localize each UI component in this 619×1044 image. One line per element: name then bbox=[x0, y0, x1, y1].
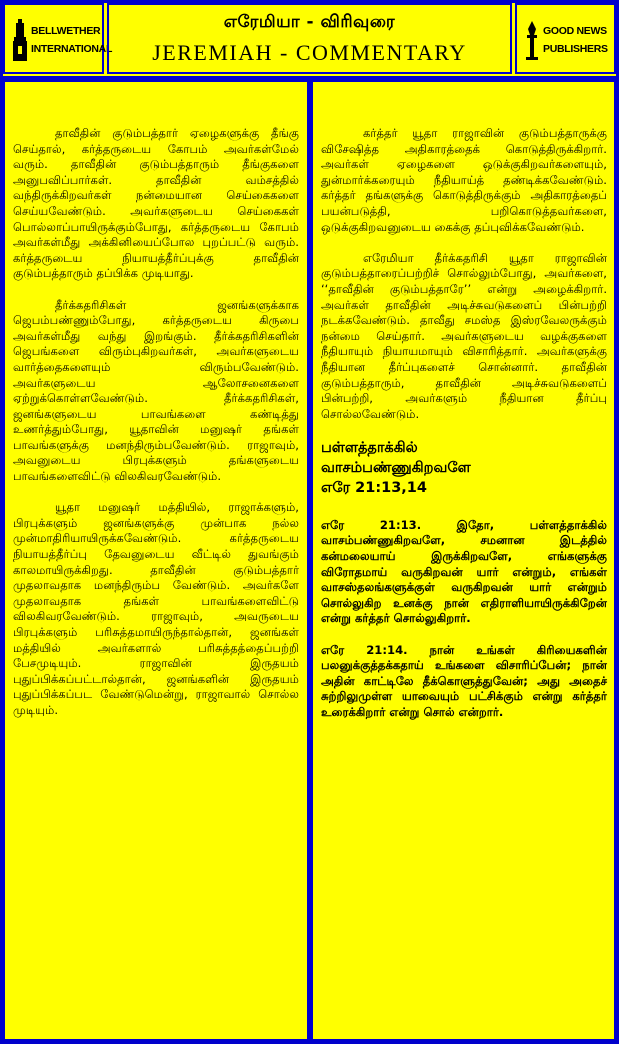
section-heading-line-3: எரே 21:13,14 bbox=[321, 479, 427, 496]
section-heading-line-2: வாசம்பண்ணுகிறவளே bbox=[321, 459, 471, 476]
right-paragraph-1: கர்த்தர் யூதா ராஜாவின் குடும்பத்தாருக்கு விசேஷித்த அதிகாரத்தைக் கொடுத்திருக்கிறார். அவர்கள் ஏழைகளை ஒடுக்குகிறவர்களையும், துன்மார்க்கரையும் நீதியாய்த் தண்டிக்கவேண்டும். கர்த்தர் தங்களுக்கு கொடுத்திருக்கும் அதிகாரத்தைப் பயன்படுத்தி, பறிகொடுத்தவர்களை, ஒடுக்குகிறவனுடைய கைக்கு தப்புவிக்கவேண்டும். bbox=[321, 126, 607, 234]
verse-21-14: எரே 21:14. நான் உங்கள் கிரியைகளின் பலனுக்குத்தக்கதாய் உங்களை விசாரிப்பேன்; நான் அதின் காட்டிலே தீக்கொளுத்துவேன்; அது அதைச் சுற்றிலுமுள்ள யாவையும் பட்சிக்கும் என்று கர்த்தர் உரைக்கிறார் என்று சொல் என்றார். bbox=[321, 642, 607, 719]
section-heading-line-1: பள்ளத்தாக்கில் bbox=[321, 439, 418, 456]
left-paragraph-3: யூதா மனுஷர் மத்தியில், ராஜாக்களும், பிரபுக்களும் ஜனங்களுக்கு முன்பாக நல்ல முன்மாதிரியாயிருக்கவேண்டும். கர்த்தருடைய நியாயத்தீர்ப்பு தேவனுடைய வீட்டில் துவங்கும் காலமாயிருக்கிறது. தாவீதின் குடும்பத்தார் முதலாவதாக மனந்திரும்ப வேண்டும். அவர்களே முதலாவதாக தங்கள் பாவங்களைவிட்டு விலகிவரவேண்டும். ராஜாவும், அவருடைய பிரபுக்களும் பரிசுத்தமாயிருந்தால்தான், ஜனங்கள் மத்தியில் அவர்களால் பரிசுத்தத்தைப்பற்றி பேசமுடியும். ராஜாவின் இருதயம் புதுப்பிக்கப்பட்டால்தான், ஜனங்களின் இருதயம் புதுப்பிக்கப்பட வேண்டுமென்று, ராஜாவால் சொல்ல முடியும். bbox=[13, 500, 299, 717]
right-logo-line-2: PUBLISHERS bbox=[543, 43, 608, 55]
left-paragraph-2: தீர்க்கதரிசிகள் ஜனங்களுக்காக ஜெபம்பண்ணும்போது, கர்த்தருடைய கிருபை அவர்கள்மீது வந்து இறங்கும். தீர்க்கதரிசிகளின் ஜெபங்களை விரும்புகிறவர்கள், அவர்களுடைய வார்த்தைகளையும் விரும்பவேண்டும். அவர்களுடைய ஆலோசனைகளை ஏற்றுக்கொள்ளவேண்டும். தீர்க்கதரிசிகள், ஜனங்களுடைய பாவங்களை கண்டித்து உணர்த்தும்போது, யூதாவின் மனுஷர் தங்கள் பாவங்களுக்கு மனந்திரும்பவேண்டும். ராஜாவும், அவனுடைய பிரபுக்களும் தங்களுடைய பாவங்களைவிட்டு விலகிவரவேண்டும். bbox=[13, 297, 299, 484]
right-logo-line-1: GOOD NEWS bbox=[543, 25, 607, 37]
title-box bbox=[107, 3, 512, 74]
left-logo-line-2: INTERNATIONAL bbox=[31, 43, 113, 55]
title-tamil: எரேமியா - விரிவுரை bbox=[223, 12, 396, 32]
right-column-text bbox=[321, 126, 607, 736]
title-english: JEREMIAH - COMMENTARY bbox=[152, 40, 467, 65]
section-heading bbox=[321, 438, 607, 498]
verse-21-13: எரே 21:13. இதோ, பள்ளத்தாக்கில் வாசம்பண்ணுகிறவளே, சமனான இடத்தில் கன்மலையாய் இருக்கிறவளே, எங்களுக்கு விரோதமாய் வருகிறவன் யார் என்றும், எங்கள் வாசஸ்தலங்களுக்குள் வருகிறவன் யார் என்றும் சொல்லுகிற உனக்கு நான் எதிராளியாயிருக்கிறேன் என்று கர்த்தர் சொல்லுகிறார். bbox=[321, 517, 607, 626]
left-logo-line-1: BELLWETHER bbox=[31, 25, 101, 37]
left-paragraph-1: தாவீதின் குடும்பத்தார் ஏழைகளுக்கு தீங்கு செய்தால், கர்த்தருடைய கோபம் அவர்கள்மேல் வரும். தாவீதின் குடும்பத்தாரும் தீங்குகளை அனுபவிப்பார்கள். தாவீதின் வம்சத்தில் வந்திருக்கிறவர்கள் நன்மையான செய்கைகளை செய்யவேண்டும். அவர்களுடைய செய்கைகள் பொல்லாப்பாயிருக்கும்போது, கர்த்தருடைய கோபம் அவர்கள்மீது அக்கினியைப்போல புறப்பட்டு வரும். கர்த்தருடைய நியாயத்தீர்ப்புக்கு தாவீதின் குடும்பத்தாரும் தப்பிக்க முடியாது. bbox=[13, 126, 299, 281]
good-news-logo bbox=[515, 3, 616, 74]
bellwether-logo bbox=[3, 3, 113, 74]
right-paragraph-2: எரேமியா தீர்க்கதரிசி யூதா ராஜாவின் குடும்பத்தாரைப்பற்றிச் சொல்லும்போது, அவர்களை, ‘‘தாவீதின் குடும்பத்தாரே’’ என்று அழைக்கிறார். அவர்கள் தாவீதின் அடிச்சுவடுகளைப் பின்பற்றி நடக்கவேண்டும். தாவீது சமஸ்த இஸ்ரவேலருக்கும் நன்மை செய்தார். அவர்களுடைய வழக்குகளை நீதியாயும் நியாயமாயும் விசாரித்தார். அவர்களுக்கு நீதியான தீர்ப்புகளைச் சொன்னார். தாவீதின் குடும்பத்தாரும், தாவீதின் அடிச்சுவடுகளைப் பின்பற்றி, அவர்களும் நீதியான தீர்ப்பு சொல்லவேண்டும். bbox=[321, 250, 607, 421]
torch-icon bbox=[523, 21, 541, 61]
left-column-text bbox=[13, 126, 299, 734]
bell-tower-icon bbox=[11, 19, 29, 63]
column-divider bbox=[308, 80, 312, 1041]
header bbox=[0, 0, 619, 78]
